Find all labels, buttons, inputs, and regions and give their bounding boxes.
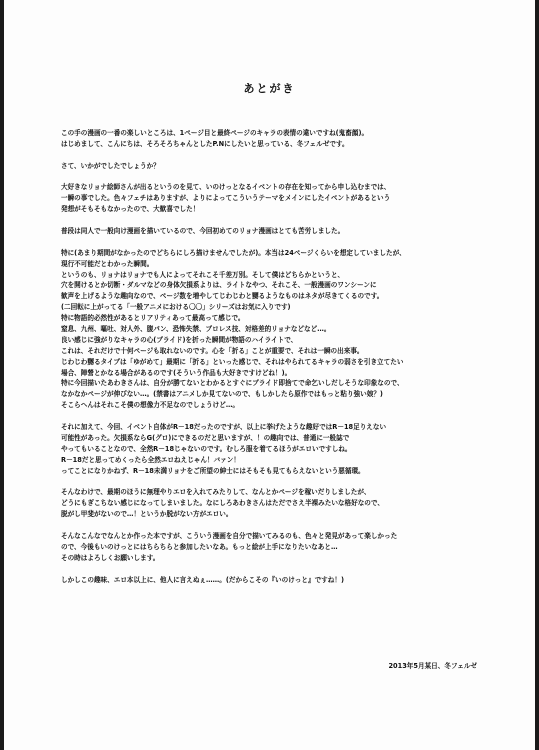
text-line: というのも、リョナはリョナでも人によってそれこそ千差万別。そして僕はどちらかというと、 bbox=[61, 270, 345, 279]
text-line: じわじわ嬲るタイプは「ゆがめて」最期に「折る」といった感じで、それはやられてるキャラの弱さを引き立てたい bbox=[61, 357, 404, 366]
text-line: ので、今後もいのけっとにはちらちらと参加したいなあ。もっと絵が上手になりたいなあと… bbox=[61, 542, 338, 551]
text-line: この手の漫画の一番の楽しいところは、1ページ目と最終ページのキャラの表情の違いですね(鬼畜顔)。 bbox=[61, 129, 369, 137]
paragraph bbox=[61, 422, 491, 476]
text-line: どうにもぎこちない感じになってしまいました。なにしろあわきさんはただでさえ半裸みたいな格好なので、 bbox=[61, 499, 384, 508]
text-line: 現行不可能だとわかった瞬間。 bbox=[61, 259, 154, 268]
paragraph bbox=[61, 575, 491, 586]
paragraph bbox=[61, 248, 491, 411]
text-line: 特に今回描いたあわきさんは、自分が勝てないとわかるとすぐにプライド即捨てで命乞いしだしそうな印象なので、 bbox=[61, 379, 404, 388]
text-line: そんなわけで、最期のほうに無理やりエロを入れてみたりして、なんとかページを稼いだりしましたが、 bbox=[61, 488, 371, 497]
text-line: はじめまして、こんにちは、そろそろちゃんとしたP.Nにしたいと思っている、冬フェルゼです。 bbox=[61, 139, 349, 148]
text-line: 一瞬の事でした。色々フェチはありますが、よりによってこういうテーマをメインにしたイベントがあるという bbox=[61, 194, 391, 203]
text-line: 特に(あまり期間がなかったのでどちらにしろ描けませんでしたが)。本当は24ページくらいを想定していましたが、 bbox=[61, 248, 406, 257]
paragraph bbox=[61, 161, 491, 172]
text-line: なかなかページが伸びない…。(禁書はアニメしか見てないので、もしかしたら原作ではもっと粘り強い娘？) bbox=[61, 390, 383, 399]
text-line: 歓声を上げるような趣向なので、ページ数を増やしてじわじわと嬲るようなものはネタが尽きてくるのです。 bbox=[61, 292, 384, 301]
page-title: あとがき bbox=[243, 82, 296, 95]
text-line: 窒息、九州、嘔吐、対人外、腹パン、恐怖失禁、プロレス技、対格差的リョナなどなど…。 bbox=[61, 325, 331, 334]
paragraph bbox=[61, 531, 491, 564]
text-line: しかしこの趣味、エロ本以上に、他人に言えぬぇ……。(だからこその『いのけっと』ですね！) bbox=[61, 575, 344, 584]
text-line: 可能性があった。欠損系ならG(グロ)にできるのだと思いますが、！の趣向では、普通に一般誌で bbox=[61, 433, 350, 442]
text-line: 良い感じに強がりなキャラの心(プライド)を折った瞬間が物語のハイライトで、 bbox=[61, 335, 298, 344]
text-line: これは、それだけで十何ページも取れないのです。心を「折る」ことが重要で、それは一瞬の出来事。 bbox=[61, 346, 364, 355]
text-line: 大好きなリョナ絵師さんが出るというのを見て、いのけっとなるイベントの存在を知ってから申し込むまでは、 bbox=[61, 183, 391, 192]
text-line: そんなこんなでなんとか作った本ですが、こういう漫画を自分で描いてみるのも、色々と発見があって楽しかった bbox=[61, 531, 398, 540]
text-line: 場合、陣營とかなる場合があるのです(そういう作品も大好きですけどね！)。 bbox=[61, 368, 292, 377]
paragraph bbox=[61, 182, 491, 215]
paragraph bbox=[61, 487, 491, 520]
text-line: 特に物語的必然性があるとリアリティあって最高って感じで。 bbox=[61, 314, 245, 323]
signature-date: 2013年5月某日、冬フェルゼ bbox=[388, 662, 477, 670]
text-line: 穴を開けるとか切断・ダルマなどの身体欠損系よりは、ライトなやつ、それこそ、一般漫画のワンシーンに bbox=[61, 281, 377, 290]
text-line: それに加えて、今回、イベント自体がR－18だったのですが、以上に挙げたような趣好ではR－18足りえない bbox=[61, 423, 387, 432]
text-line: ってことになりかねず、R－18未満リョナをご所望の紳士にはそもそも見てもらえないという悪循環。 bbox=[61, 466, 365, 475]
paragraph bbox=[61, 226, 491, 237]
paragraph bbox=[61, 128, 491, 150]
text-line: 脱がし甲斐がないので…！というか脱がない方がエロい。 bbox=[61, 510, 233, 519]
text-line: そこらへんはそれこそ僕の想像力不足なのでしょうけど…。 bbox=[61, 401, 240, 410]
text-line: その時はよろしくお願いします。 bbox=[61, 553, 160, 562]
text-line: 普段は同人で一般向け漫画を描いているので、今回初めてのリョナ漫画はとても苦労しました。 bbox=[61, 227, 345, 236]
afterword-body bbox=[61, 128, 491, 596]
text-line: 発想がそもそもなかったので、大歓喜でした！ bbox=[61, 205, 200, 214]
text-line: さて、いかがでしたでしょうか？ bbox=[61, 161, 160, 170]
text-line: R－18だと思ってめくったら全然エロねえじゃん！バァン！ bbox=[61, 455, 240, 464]
text-line: やってもいることなので、全然R－18じゃないのです。むしろ服を着てるほうがエロいですしね。 bbox=[61, 444, 352, 453]
text-line: (二回転に上がってる「一般アニメにおける〇〇」シリーズはお気に入りです) bbox=[61, 303, 291, 312]
